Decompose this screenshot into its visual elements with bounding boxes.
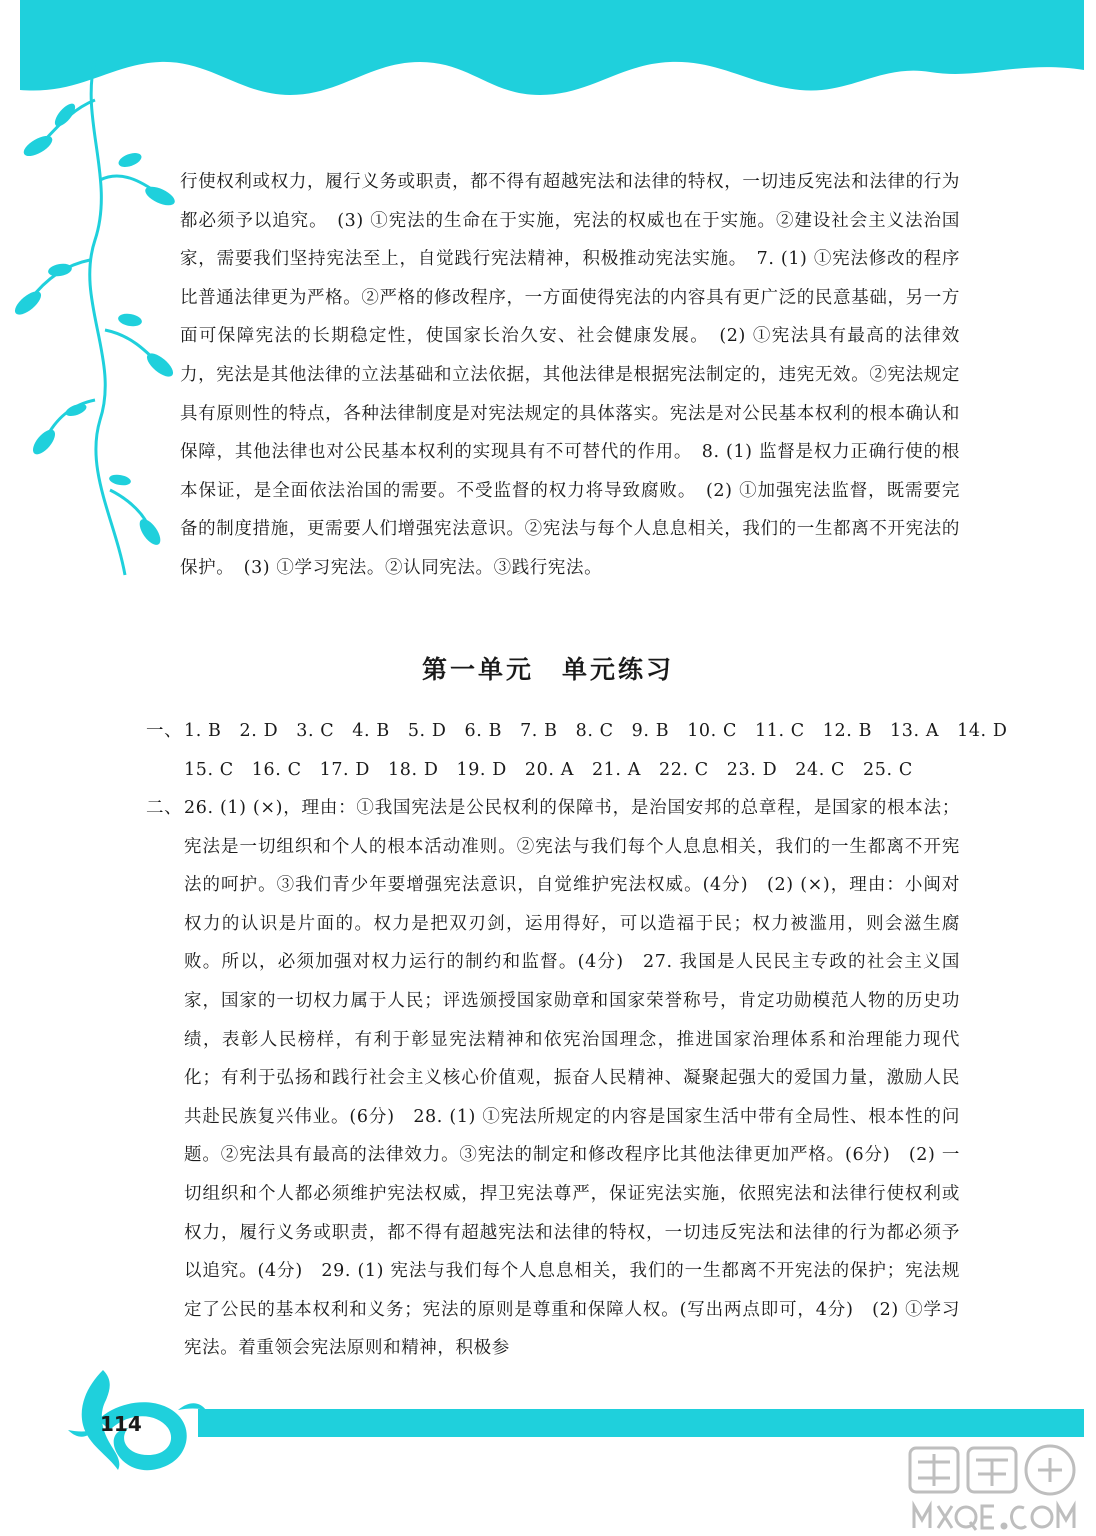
watermark-logo <box>900 1440 1090 1536</box>
answer-item: 5. D <box>407 721 447 741</box>
answer-item: 8. C <box>575 721 614 741</box>
answer-item: 9. B <box>631 721 670 741</box>
section-two-text: 26. (1) (×)，理由：①我国宪法是公民权利的保障书，是治国安邦的总章程，是国家的根本法；宪法是一切组织和个人的根本活动准则。②宪法与我们每个人息息相关，我们的一生都离不开宪法的呵护。③我们青少年要增强宪法意识，自觉维护宪法权威。(4分) (2) (×)，理由：小闽对权力的认识是片面的。权力是把双刃剑，运用得好，可以造福于民；权力被滥用，则会滋生腐败。所以，必须加强对权力运行的制约和监督。(4分) 27. 我国是人民民主专政的社会主义国家，国家的一切权力属于人民；评选颁授国家勋章和国家荣誉称号，肯定功勋模范人物的历史功绩，表彰人民榜样，有利于彰显宪法精神和依宪治国理念，推进国家治理体系和治理能力现代化；有利于弘扬和践行社会主义核心价值观，振奋人民精神、凝聚起强大的爱国力量，激励人民共赴民族复兴伟业。(6分) 28. (1) ①宪法所规定的内容是国家生活中带有全局性、根本性的问题。②宪法具有最高的法律效力。③宪法的制定和修改程序比其他法律更加严格。(6分) (2) 一切组织和个人都必须维护宪法权威，捍卫宪法尊严，保证宪法实施，依照宪法和法律行使权利或权力，履行义务或职责，都不得有超越宪法和法律的特权，一切违反宪法和法律的行为都必须予以追究。(4分) 29. (1) 宪法与我们每个人息息相关，我们的一生都离不开宪法的保护；宪法规定了公民的基本权利和义务；宪法的原则是尊重和保障人权。(写出两点即可，4分) (2) ①学习宪法。着重领会宪法原则和精神，积极参 <box>184 798 960 1359</box>
answer-item: 4. B <box>352 721 390 741</box>
answer-item: 17. D <box>319 759 371 780</box>
answer-item: 12. B <box>822 721 873 741</box>
answer-item: 13. A <box>890 721 940 741</box>
answer-item: 11. C <box>754 721 805 741</box>
answer-item: 3. C <box>296 721 335 741</box>
answers-row-1 <box>146 712 1008 751</box>
answer-item: 16. C <box>251 759 302 780</box>
footer-bar <box>198 1409 1084 1437</box>
vine-decoration <box>0 60 190 580</box>
answer-item: 20. A <box>524 759 574 780</box>
answer-item: 15. C <box>184 759 234 780</box>
section-one-marker: 一、 <box>146 721 183 741</box>
section-two-marker: 二、 <box>146 798 183 818</box>
continued-answer-paragraph: 行使权利或权力，履行义务或职责，都不得有超越宪法和法律的特权，一切违反宪法和法律的行为都必须予以追究。 (3) ①宪法的生命在于实施，宪法的权威也在于实施。②建设社会主义法治国家，需要我们坚持宪法至上，自觉践行宪法精神，积极推动宪法实施。 7. (1) ①宪法修改的程序比普通法律更为严格。②严格的修改程序，一方面使得宪法的内容具有更广泛的民意基础，另一方面可保障宪法的长期稳定性，使国家长治久安、社会健康发展。 (2) ①宪法具有最高的法律效力，宪法是其他法律的立法基础和立法依据，其他法律是根据宪法制定的，违宪无效。②宪法规定具有原则性的特点，各种法律制度是对宪法规定的具体落实。宪法是对公民基本权利的根本确认和保障，其他法律也对公民基本权利的实现具有不可替代的作用。 8. (1) 监督是权力正确行使的根本保证，是全面依法治国的需要。不受监督的权力将导致腐败。 (2) ①加强宪法监督，既需要完备的制度措施，更需要人们增强宪法意识。②宪法与每个人息息相关，我们的一生都离不开宪法的保护。 (3) ①学习宪法。②认同宪法。③践行宪法。 <box>180 172 960 578</box>
answer-item: 19. D <box>456 759 507 780</box>
answer-item: 2. D <box>239 721 279 741</box>
answer-item: 24. C <box>795 759 846 780</box>
answer-item: 7. B <box>520 721 558 741</box>
answer-item: 10. C <box>687 721 737 741</box>
answer-item: 18. D <box>388 759 439 780</box>
unit-title: 第一单元 单元练习 <box>421 655 674 684</box>
answer-item: 25. C <box>863 759 913 780</box>
answers-row-2 <box>146 751 960 790</box>
answer-item: 22. C <box>659 759 709 780</box>
answer-item: 1. B <box>184 721 222 741</box>
section-two-short-answers <box>146 789 960 1368</box>
answer-item: 21. A <box>591 759 641 780</box>
answer-item: 6. B <box>464 721 503 741</box>
page-number: 114 <box>100 1412 142 1436</box>
section-one-multiple-choice <box>146 712 1008 789</box>
answer-item: 23. D <box>726 759 778 780</box>
answer-item: 14. D <box>957 721 1008 741</box>
